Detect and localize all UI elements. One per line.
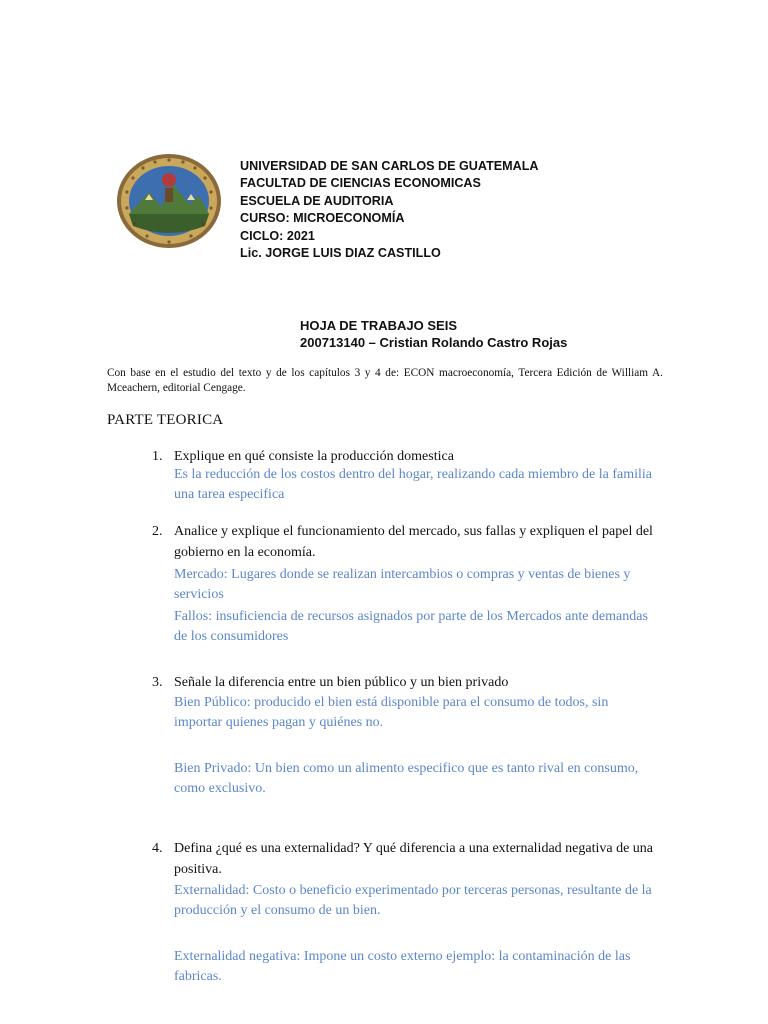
question-number: 2. xyxy=(152,524,163,539)
section-title: PARTE TEORICA xyxy=(107,412,224,428)
student-id-name: 200713140 – Cristian Rolando Castro Rojas xyxy=(300,335,568,350)
faculty-name: FACULTAD DE CIENCIAS ECONOMICAS xyxy=(240,176,481,191)
university-name: UNIVERSIDAD DE SAN CARLOS DE GUATEMALA xyxy=(240,159,539,173)
question-item xyxy=(152,838,672,987)
question-text: Explique en qué consiste la producción domestica xyxy=(174,449,454,464)
question-item xyxy=(152,446,672,505)
worksheet-title: HOJA DE TRABAJO SEIS xyxy=(300,318,457,333)
worksheet-heading xyxy=(300,317,567,351)
course-name: CURSO: MICROECONOMÍA xyxy=(240,211,405,226)
question-number: 4. xyxy=(152,841,163,856)
question-text: Analice y explique el funcionamiento del mercado, sus fallas y expliquen el papel del gobierno en la economía. xyxy=(174,524,653,560)
institution-header xyxy=(240,158,539,262)
answer-text: Fallos: insuficiencia de recursos asignados por parte de los Mercados ante demandas de los consumidores xyxy=(174,609,648,644)
question-text: Señale la diferencia entre un bien público y un bien privado xyxy=(174,675,509,690)
answer-text: Bien Privado: Un bien como un alimento especifico que es tanto rival en consumo, como exclusivo. xyxy=(174,761,639,796)
professor-name: Lic. JORGE LUIS DIAZ CASTILLO xyxy=(240,246,441,261)
question-item xyxy=(152,672,672,799)
question-number: 1. xyxy=(152,449,163,464)
answer-text: Externalidad negativa: Impone un costo externo ejemplo: la contaminación de las fabricas. xyxy=(174,949,631,984)
university-seal-icon xyxy=(115,152,223,250)
answer-text: Externalidad: Costo o beneficio experimentado por terceras personas, resultante de la producción y el consumo de un bien. xyxy=(174,883,652,918)
question-item xyxy=(152,521,672,647)
answer-text: Es la reducción de los costos dentro del hogar, realizando cada miembro de la familia una tarea especifica xyxy=(174,467,652,502)
intro-paragraph: Con base en el estudio del texto y de los capítulos 3 y 4 de: ECON macroeconomía, Tercera Edición de William A. Mceachern, editorial Cengage. xyxy=(107,367,663,394)
answer-text: Bien Público: producido el bien está disponible para el consumo de todos, sin importar quienes pagan y quiénes no. xyxy=(174,695,609,730)
question-text: Defina ¿qué es una externalidad? Y qué diferencia a una externalidad negativa de una positiva. xyxy=(174,841,654,877)
question-number: 3. xyxy=(152,675,163,690)
answer-text: Mercado: Lugares donde se realizan intercambios o compras y ventas de bienes y servicios xyxy=(174,567,631,602)
cycle-year: CICLO: 2021 xyxy=(240,228,315,243)
school-name: ESCUELA DE AUDITORIA xyxy=(240,193,394,208)
